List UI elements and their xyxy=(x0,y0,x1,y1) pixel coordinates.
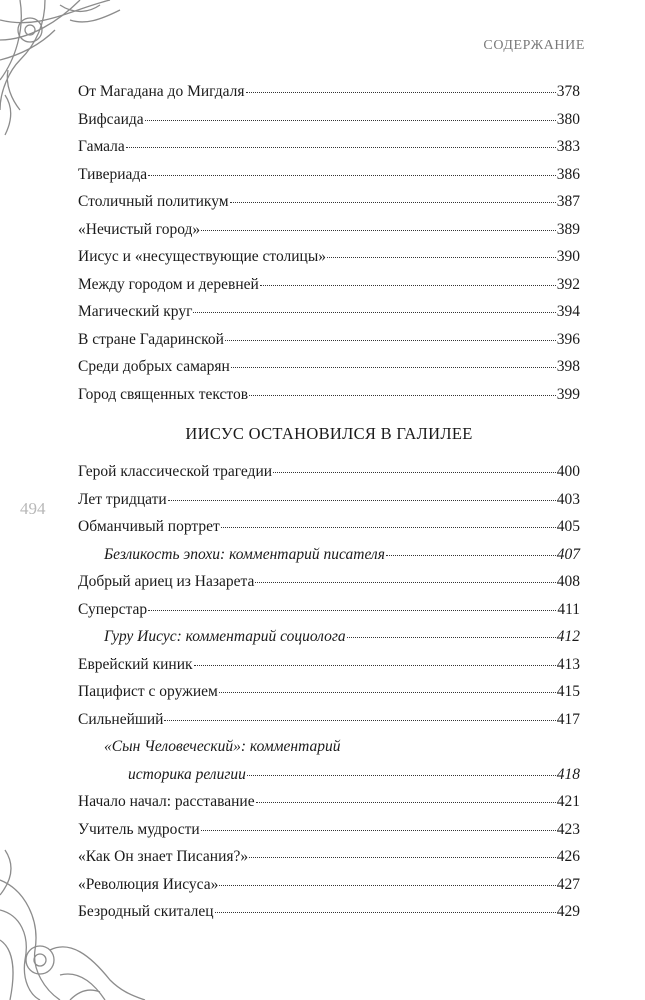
leader-dots xyxy=(148,175,556,176)
leader-dots xyxy=(219,692,556,693)
leader-dots xyxy=(386,555,556,556)
toc-entry xyxy=(78,898,580,926)
toc-entry xyxy=(78,788,580,816)
toc-entry xyxy=(78,651,580,679)
toc-entry-title: Суперстар xyxy=(78,600,148,618)
toc-entry xyxy=(78,326,580,354)
toc-entry-title: историка религии xyxy=(128,765,246,783)
toc-subentry xyxy=(78,761,580,789)
toc-entry-title: Безликость эпохи: комментарий писателя xyxy=(104,545,385,563)
toc-entry xyxy=(78,871,580,899)
leader-dots xyxy=(347,637,556,638)
toc-entry-page: 418 xyxy=(556,765,580,783)
leader-dots xyxy=(201,830,556,831)
toc-entry-page: 423 xyxy=(556,820,580,838)
leader-dots xyxy=(246,92,556,93)
toc-entry xyxy=(78,706,580,734)
toc-entry-title: Между городом и деревней xyxy=(78,275,259,293)
toc-entry xyxy=(78,486,580,514)
toc-entry xyxy=(78,596,580,624)
toc-entry-title: Герой классической трагедии xyxy=(78,463,273,480)
toc-entry xyxy=(78,188,580,216)
toc-entry xyxy=(78,843,580,871)
toc-entry-page: 399 xyxy=(556,385,580,403)
leader-dots xyxy=(219,885,555,886)
section-heading: ИИСУС ОСТАНОВИЛСЯ В ГАЛИЛЕЕ xyxy=(185,424,473,443)
toc-subentry xyxy=(78,623,580,651)
toc-entry-title: Среди добрых самарян xyxy=(78,358,230,375)
toc-entry-page: 429 xyxy=(556,903,580,920)
toc-entry-page: 412 xyxy=(556,628,580,645)
toc-entry-page: 386 xyxy=(556,165,580,183)
toc-entry xyxy=(78,78,580,106)
toc-entry-page: 394 xyxy=(556,303,580,320)
toc-entry-title: «Нечистый город» xyxy=(78,220,201,238)
toc-entry-page: 392 xyxy=(556,275,580,293)
leader-dots xyxy=(256,802,556,803)
toc-entry-title: Безродный скиталец xyxy=(78,903,214,920)
toc-entry xyxy=(78,106,580,134)
leader-dots xyxy=(327,257,556,258)
leader-dots xyxy=(194,665,556,666)
leader-dots xyxy=(221,527,556,528)
toc-entry xyxy=(78,298,580,326)
toc-list-part2 xyxy=(78,458,580,926)
leader-dots xyxy=(193,312,555,313)
toc-entry-title: Тивериада xyxy=(78,165,148,183)
leader-dots xyxy=(126,147,556,148)
leader-dots xyxy=(225,340,556,341)
toc-entry xyxy=(78,458,580,486)
toc-entry-title: Сильнейший xyxy=(78,710,164,728)
toc-subentry xyxy=(78,541,580,569)
toc-entry-title: Пацифист с оружием xyxy=(78,683,218,700)
leader-dots xyxy=(255,582,555,583)
toc-list-part1 xyxy=(78,78,580,408)
leader-dots xyxy=(247,775,556,776)
toc-entry-page: 389 xyxy=(556,220,580,238)
toc-entry-page: 408 xyxy=(556,573,580,590)
toc-entry-page: 403 xyxy=(556,490,580,508)
leader-dots xyxy=(230,202,556,203)
toc-entry-title: Столичный политикум xyxy=(78,193,229,210)
leader-dots xyxy=(145,120,556,121)
toc-entry xyxy=(78,161,580,189)
page-number: 494 xyxy=(20,499,46,518)
toc-entry-page: 415 xyxy=(556,683,580,700)
leader-dots xyxy=(168,500,556,501)
toc-entry-title: «Как Он знает Писания?» xyxy=(78,848,249,865)
leader-dots xyxy=(260,285,556,286)
toc-entry-page: 380 xyxy=(556,110,580,128)
toc-entry-title: Город священных текстов xyxy=(78,385,249,403)
toc-entry-title: В стране Гадаринской xyxy=(78,330,224,348)
leader-dots xyxy=(273,472,556,473)
toc-entry-page: 413 xyxy=(556,655,580,673)
toc-entry xyxy=(78,678,580,706)
toc-entry xyxy=(78,271,580,299)
toc-entry xyxy=(78,513,580,541)
toc-entry-page: 427 xyxy=(556,875,580,893)
toc-entry-title: Вифсаида xyxy=(78,110,144,128)
toc-entry-title: Еврейский киник xyxy=(78,655,193,673)
toc-entry-title: Добрый ариец из Назарета xyxy=(78,573,255,590)
running-header: СОДЕРЖАНИЕ xyxy=(483,38,585,53)
toc-entry-page: 378 xyxy=(556,83,580,100)
toc-entry xyxy=(78,381,580,409)
leader-dots xyxy=(249,395,556,396)
leader-dots xyxy=(201,230,556,231)
toc-entry-page: 426 xyxy=(556,848,580,865)
toc-entry xyxy=(78,243,580,271)
toc-entry-page: 398 xyxy=(556,358,580,375)
toc-entry-title: Обманчивый портрет xyxy=(78,518,220,535)
toc-entry-page: 405 xyxy=(556,518,580,535)
leader-dots xyxy=(148,610,556,611)
toc-entry-page: 407 xyxy=(556,545,580,563)
toc-entry-title: Учитель мудрости xyxy=(78,820,200,838)
toc-entry-title: Гуру Иисус: комментарий социолога xyxy=(104,628,346,645)
toc-entry-title: Гамала xyxy=(78,138,125,155)
leader-dots xyxy=(164,720,555,721)
toc-entry xyxy=(78,353,580,381)
toc-entry xyxy=(78,816,580,844)
toc-entry-title: Начало начал: расставание xyxy=(78,793,255,810)
toc-entry xyxy=(78,216,580,244)
toc-entry-page: 421 xyxy=(556,793,580,810)
toc-entry-page: 400 xyxy=(556,463,580,480)
toc-entry-page: 396 xyxy=(556,330,580,348)
toc-entry-page: 417 xyxy=(556,710,580,728)
toc-entry xyxy=(78,133,580,161)
toc-entry-title: Лет тридцати xyxy=(78,490,167,508)
toc-entry-title: «Революция Иисуса» xyxy=(78,875,219,893)
toc-entry-page: 383 xyxy=(556,138,580,155)
toc-entry-title: Иисус и «несуществующие столицы» xyxy=(78,248,327,265)
toc-entry xyxy=(78,568,580,596)
leader-dots xyxy=(249,857,556,858)
toc-entry-title: От Магадана до Мигдаля xyxy=(78,83,245,100)
toc-subentry-first-line: «Сын Человеческий»: комментарий xyxy=(104,738,341,755)
leader-dots xyxy=(231,367,556,368)
toc-entry-title: Магический круг xyxy=(78,303,193,320)
toc-entry-page: 411 xyxy=(557,600,580,618)
toc-entry-page: 387 xyxy=(556,193,580,210)
toc-entry-page: 390 xyxy=(556,248,580,265)
leader-dots xyxy=(215,912,556,913)
